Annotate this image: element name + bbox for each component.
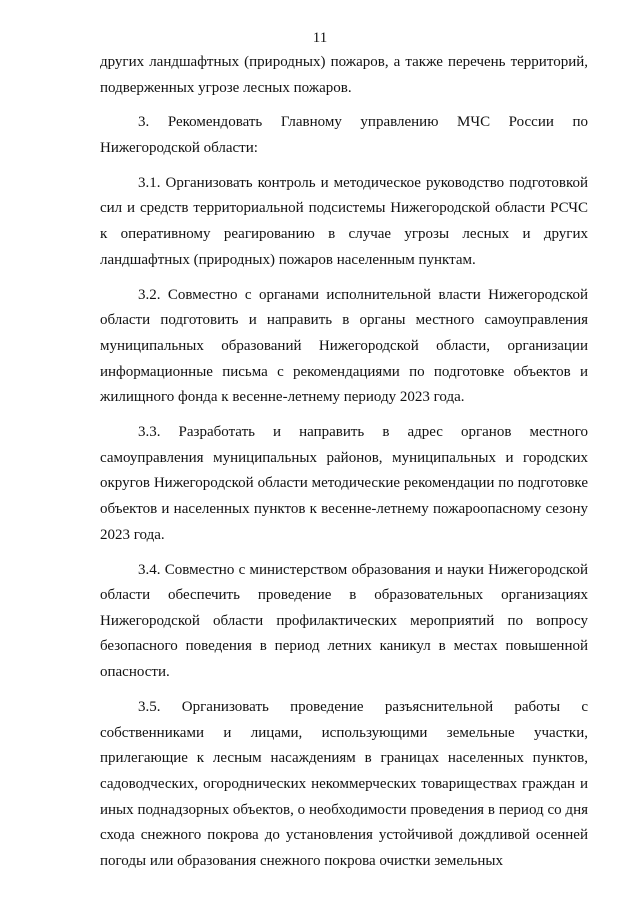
- paragraph-3: 3. Рекомендовать Главному управлению МЧС России по Нижегородской области:: [100, 114, 588, 156]
- paragraph-3-3: 3.3. Разработать и направить в адрес органов местного самоуправления муниципальных районов, муниципальных и городских округов Нижегородской области методические рекомендации по подготовке объектов и населенных пунктов к весенне-летнему пожароопасному сезону 2023 года.: [100, 424, 588, 543]
- paragraph-3-1: 3.1. Организовать контроль и методическое руководство подготовкой сил и средств территориальной подсистемы Нижегородской области РСЧС к оперативному реагированию в случае угрозы лесных и других ландшафтных (природных) пожаров населенным пунктам.: [100, 174, 588, 268]
- paragraph-3-2: 3.2. Совместно с органами исполнительной власти Нижегородской области подготовить и направить в органы местного самоуправления муниципальных образований Нижегородской области, организации информационные письма с рекомендациями по подготовке объектов и жилищного фонда к весенне-летнему периоду 2023 года.: [100, 286, 588, 406]
- paragraph-3-4: 3.4. Совместно с министерством образования и науки Нижегородской области обеспечить проведение в образовательных организациях Нижегородской области профилактических мероприятий по вопросу безопасного поведения в период летних каникул в местах повышенной опасности.: [100, 561, 588, 681]
- paragraph-continuation: других ландшафтных (природных) пожаров, а также перечень территорий, подверженных угрозе лесных пожаров.: [100, 54, 588, 96]
- paragraph-3-5: 3.5. Организовать проведение разъяснительной работы с собственниками и лицами, использующими земельные участки, прилегающие к лесным насаждениям в границах населенных пунктов, садоводческих, огороднических некоммерческих товариществах граждан и иных поднадзорных объектов, о необходимости проведения в период со дня схода снежного покрова до установления устойчивой дождливой осенней погоды или образования снежного покрова очистки земельных: [100, 699, 588, 869]
- page-number: 11: [312, 30, 328, 46]
- document-body: [100, 50, 588, 874]
